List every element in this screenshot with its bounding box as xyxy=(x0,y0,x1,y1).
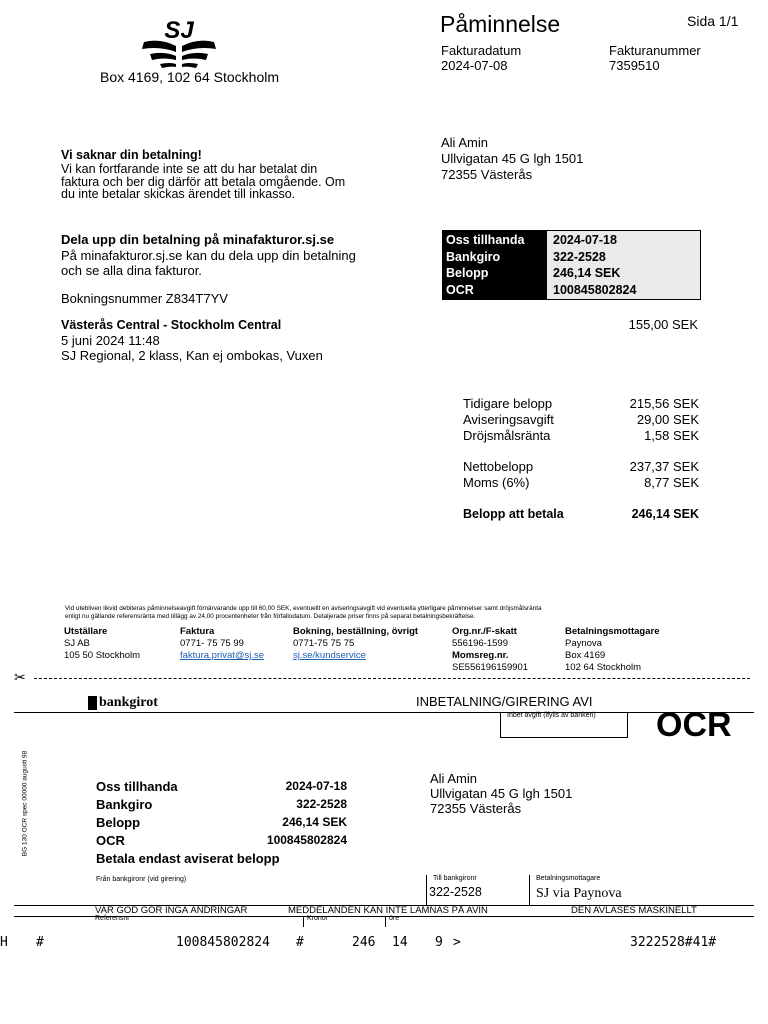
summary-label: Nettobelopp xyxy=(463,459,534,474)
slip-top-rule xyxy=(14,712,754,713)
slip-row-value: 246,14 SEK xyxy=(282,815,347,829)
customer-service-link[interactable]: sj.se/kundservice xyxy=(293,650,366,661)
slip-recipient-line: 72355 Västerås xyxy=(430,801,522,816)
ocr-bankgiro: 3222528#41# xyxy=(630,935,717,950)
page-indicator: Sida 1/1 xyxy=(687,13,739,29)
trip-price: 155,00 SEK xyxy=(628,317,698,332)
slip-row-value: 100845802824 xyxy=(266,833,347,847)
payment-box-label: Oss tillhanda xyxy=(446,233,525,247)
fine-print-line: Vid utebliven likvid debiteras påminnelseavgift förnärvarande upp till 60,00 SEK, eventuellt en aviseringsavgift vid eventuella ytterligare påminnelser samt dröjsmålsränta xyxy=(65,605,542,612)
slip-title: INBETALNING/GIRERING AVI xyxy=(416,694,593,709)
slip-row-value: 322-2528 xyxy=(296,797,347,811)
invoice-date-value: 2024-07-08 xyxy=(441,58,508,73)
summary-value: 29,00 SEK xyxy=(636,412,699,427)
invoice-email-link[interactable]: faktura.privat@sj.se xyxy=(180,650,265,661)
payment-box-value: 322-2528 xyxy=(553,249,606,264)
footer-head: Bokning, beställning, övrigt xyxy=(293,626,419,637)
summary-label: Tidigare belopp xyxy=(463,396,553,411)
summary-value: 1,58 SEK xyxy=(644,428,699,443)
invoice-number-value: 7359510 xyxy=(609,58,660,73)
recipient-line: 72355 Västerås xyxy=(441,167,533,182)
scissors-icon: ✂ xyxy=(14,669,26,685)
fine-print-line: enligt nu gällande referensränta med tillägg av 24,00 procentenheter från förfallodatum. Detaljerade priser finns på separat betalningsbekräftelse. xyxy=(65,613,476,620)
footer-head: Org.nr./F-skatt xyxy=(452,626,517,637)
footer-org xyxy=(452,626,528,674)
total-label: Belopp att betala xyxy=(463,507,564,521)
footer-line: 0771-75 75 75 xyxy=(293,638,355,649)
summary-row xyxy=(463,412,699,428)
ocr-code-line xyxy=(0,935,768,951)
slip-recipient xyxy=(430,771,572,816)
slip-row xyxy=(96,797,347,815)
slip-row-label: Oss tillhanda xyxy=(96,779,178,794)
slip-row-label: Belopp xyxy=(96,815,141,830)
ocr-check-digit: 9 xyxy=(435,935,443,950)
logo-text: SJ xyxy=(164,17,194,44)
payment-box-label: Bankgiro xyxy=(446,249,501,264)
ocr-kronor: 246 xyxy=(352,935,376,950)
fine-print xyxy=(65,605,745,621)
kronor-label: Kronor xyxy=(307,915,329,922)
total-row xyxy=(463,507,699,523)
to-bankgiro-label: Till bankgironr xyxy=(433,875,477,882)
summary xyxy=(463,396,699,523)
sender-address: Box 4169, 102 64 Stockholm xyxy=(100,69,280,85)
summary-row xyxy=(463,428,699,444)
footer-head: Faktura xyxy=(180,626,215,637)
ocr-hash: # xyxy=(296,935,304,950)
summary-row xyxy=(463,459,699,475)
payee-label: Betalningsmottagare xyxy=(536,875,601,882)
slip-row-label: Bankgiro xyxy=(96,797,153,812)
bankgirot-logo xyxy=(88,695,158,711)
split-line: På minafakturor.sj.se kan du dela upp din betalning xyxy=(61,248,356,263)
ref-label: Referensnr xyxy=(95,915,130,922)
payment-box-value: 246,14 SEK xyxy=(553,266,621,280)
footer-line: Paynova xyxy=(565,638,602,649)
no-messages-text: MEDDELANDEN KAN INTE LÄMNAS PÅ AVIN xyxy=(288,905,488,916)
bankgirot-mark-icon xyxy=(88,696,97,710)
footer-line: 105 50 Stockholm xyxy=(64,650,141,661)
recipient-line: Ali Amin xyxy=(441,135,488,150)
payment-box-label: OCR xyxy=(446,282,474,297)
footer-line: 556196-1599 xyxy=(452,638,508,649)
payee-box xyxy=(529,875,755,905)
notice xyxy=(61,148,345,201)
trip-item xyxy=(61,318,323,363)
recipient-line: Ullvigatan 45 G lgh 1501 xyxy=(441,151,584,166)
kronor-divider xyxy=(303,916,304,927)
booking-number: Bokningsnummer Z834T7YV xyxy=(61,291,228,306)
summary-value: 215,56 SEK xyxy=(629,396,699,411)
fee-label: Inbet avgift (ifylls av banken) xyxy=(507,712,596,719)
fee-box xyxy=(500,712,628,738)
no-changes-text: VAR GOD GÖR INGA ÄNDRINGAR xyxy=(95,905,248,916)
invoice-date xyxy=(441,43,521,73)
footer-head: Utställare xyxy=(64,626,108,637)
slip-note: Betala endast aviserat belopp xyxy=(96,851,280,866)
slip-row xyxy=(96,833,347,851)
invoice-date-label: Fakturadatum xyxy=(441,43,522,58)
footer-line: Box 4169 xyxy=(565,650,606,661)
footer-line: 102 64 Stockholm xyxy=(565,662,642,673)
footer-head: Momsreg.nr. xyxy=(452,650,509,661)
ore-divider xyxy=(385,916,386,927)
doc-title: Påminnelse xyxy=(440,11,561,37)
payment-box xyxy=(442,230,701,300)
ocr-hash: # xyxy=(36,935,44,950)
ocr-reference: 100845802824 xyxy=(176,935,270,950)
to-bankgiro-box xyxy=(426,875,530,905)
invoice-number xyxy=(609,43,701,73)
notice-line: faktura och ber dig därför att betala omgående. Om xyxy=(61,174,346,189)
slip-recipient-line: Ali Amin xyxy=(430,771,477,786)
split-title: Dela upp din betalning på minafakturor.sj.se xyxy=(61,232,335,247)
notice-line: Vi kan fortfarande inte se att du har betalat din xyxy=(61,162,318,176)
footer-line: 0771- 75 75 99 xyxy=(180,638,244,649)
notice-line: du inte betalar skickas ärendet till inkasso. xyxy=(61,187,296,201)
ocr-mark: OCR xyxy=(656,706,732,744)
recipient-address xyxy=(441,135,583,183)
trip-route: Västerås Central - Stockholm Central xyxy=(61,318,282,332)
summary-value: 237,37 SEK xyxy=(629,459,699,474)
cut-line xyxy=(34,678,750,679)
summary-value: 8,77 SEK xyxy=(644,475,699,490)
summary-label: Moms (6%) xyxy=(463,475,530,490)
payment-box-value: 100845802824 xyxy=(553,282,637,297)
trip-details: SJ Regional, 2 klass, Kan ej ombokas, Vuxen xyxy=(61,348,323,363)
from-bankgiro-label: Från bankgironr (vid girering) xyxy=(96,876,187,883)
summary-label: Dröjsmålsränta xyxy=(463,428,551,443)
footer-payee xyxy=(565,626,660,674)
footer-issuer xyxy=(64,626,140,662)
slip-row xyxy=(96,779,347,797)
bankgirot-name: bankgirot xyxy=(99,695,158,710)
summary-row xyxy=(463,396,699,412)
ocr-ore: 14 xyxy=(392,935,408,950)
trip-date: 5 juni 2024 11:48 xyxy=(61,333,160,348)
slip-side-text: BG 130 OCR spec 00000 augusti 98 xyxy=(21,750,29,857)
slip-row-value: 2024-07-18 xyxy=(285,779,347,793)
machine-read-text: DEN AVLÄSES MASKINELLT xyxy=(571,905,697,916)
footer-head: Betalningsmottagare xyxy=(565,626,660,637)
slip-recipient-line: Ullvigatan 45 G lgh 1501 xyxy=(430,786,573,801)
to-bankgiro-value: 322-2528 xyxy=(429,885,482,899)
split-payment xyxy=(61,232,356,278)
slip-row-label: OCR xyxy=(96,833,125,848)
slip-row xyxy=(96,815,347,833)
total-value: 246,14 SEK xyxy=(631,507,699,521)
footer-line: SJ AB xyxy=(64,638,90,649)
ore-label: öre xyxy=(389,915,400,922)
summary-label: Aviseringsavgift xyxy=(463,412,554,427)
footer-invoice xyxy=(180,626,264,662)
summary-row xyxy=(463,475,699,491)
payment-box-value: 2024-07-18 xyxy=(553,233,617,247)
notice-title: Vi saknar din betalning! xyxy=(61,148,202,162)
payee-value: SJ via Paynova xyxy=(536,886,622,901)
slip-payment-details xyxy=(96,779,347,869)
footer-booking xyxy=(293,626,418,662)
split-line: och se alla dina fakturor. xyxy=(61,263,202,278)
invoice-number-label: Fakturanummer xyxy=(609,43,701,58)
ocr-h: H xyxy=(0,935,8,950)
ocr-gt: > xyxy=(453,935,461,950)
payment-box-label: Belopp xyxy=(446,266,489,280)
footer-line: SE556196159901 xyxy=(452,662,529,673)
sj-logo xyxy=(140,16,218,68)
